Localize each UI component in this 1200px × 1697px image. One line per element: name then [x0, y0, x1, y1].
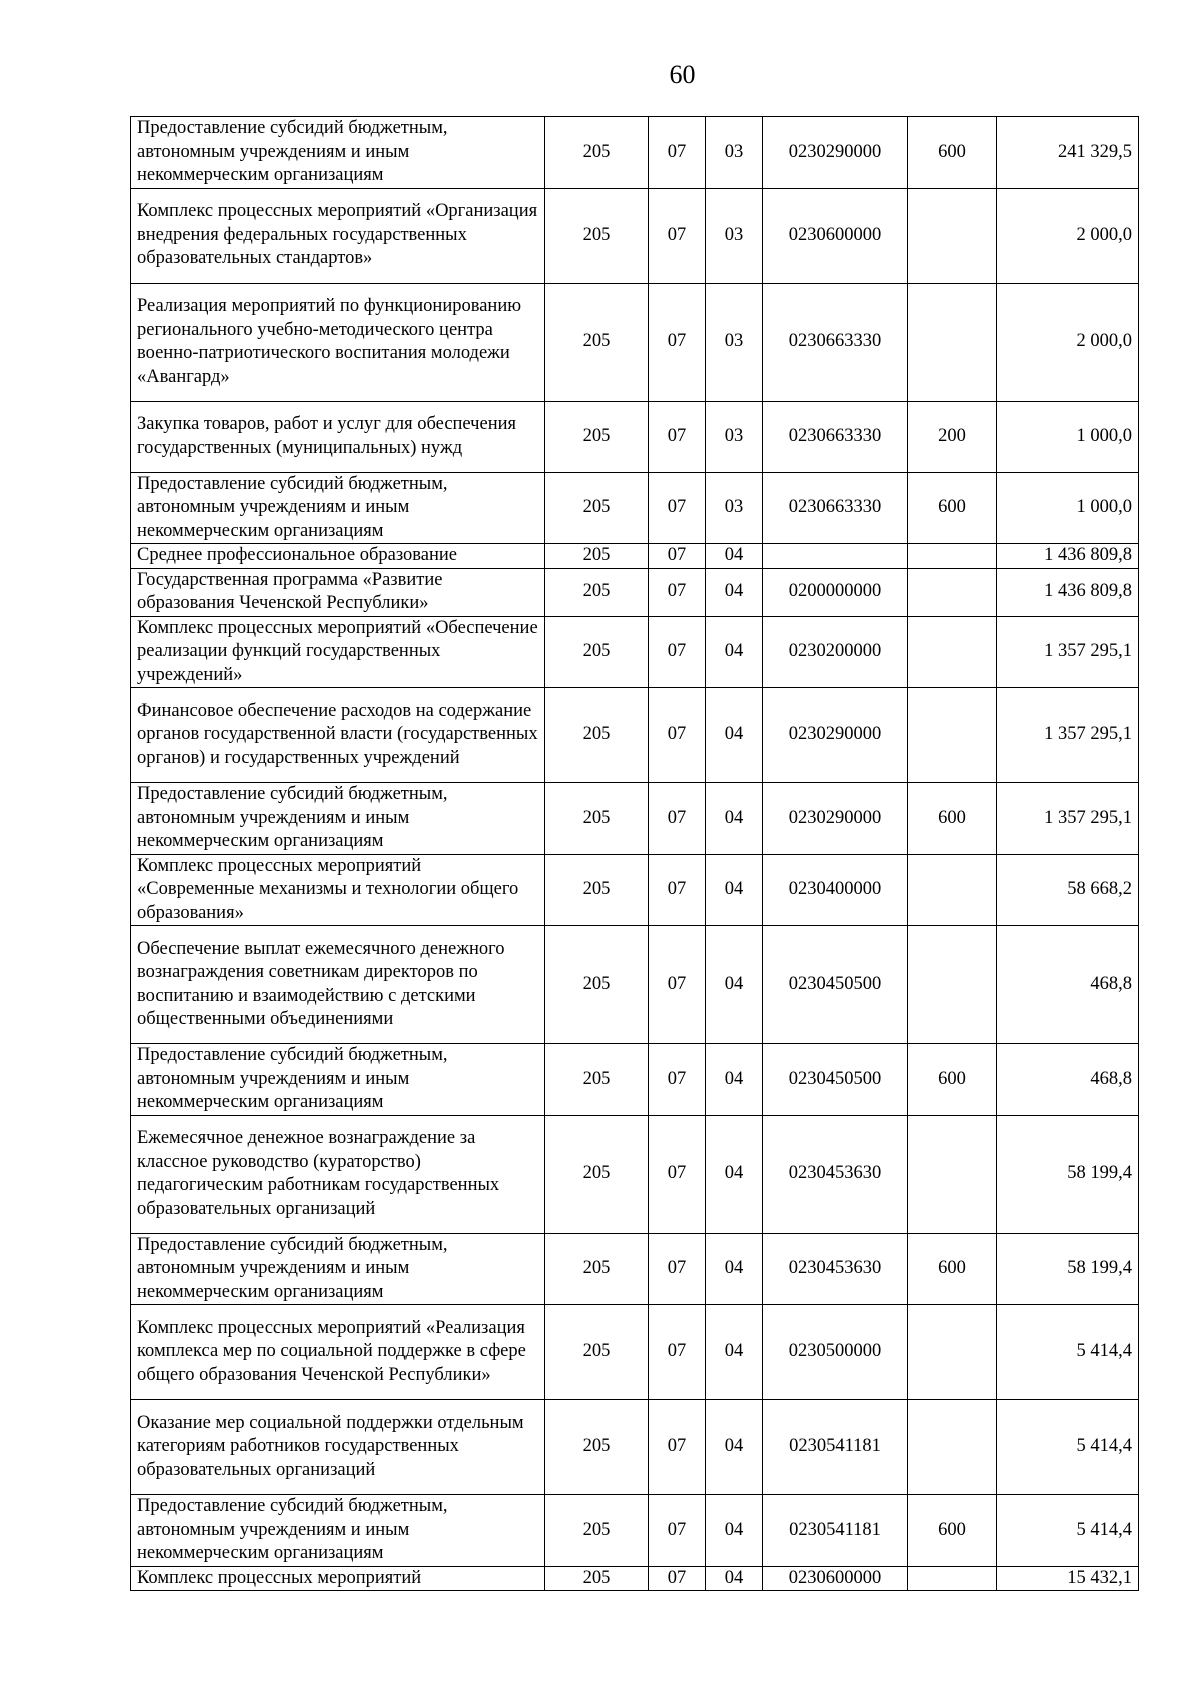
subsection-code: 04: [706, 854, 763, 926]
table-row: [131, 1233, 1139, 1305]
subsection-code: 04: [706, 1305, 763, 1400]
table-row: [131, 616, 1139, 688]
row-name: Ежемесячное денежное вознаграждение за классное руководство (кураторство) педагогическим работникам государственных образовательных организаций: [131, 1115, 545, 1233]
target-article-code: 0230290000: [763, 688, 908, 783]
section-code: 07: [649, 283, 706, 401]
table-row: [131, 188, 1139, 283]
table-row: [131, 1400, 1139, 1495]
expense-type-code: 600: [908, 1044, 997, 1116]
amount: 2 000,0: [997, 188, 1139, 283]
section-code: 07: [649, 616, 706, 688]
ministry-code: 205: [545, 1566, 649, 1591]
amount: 2 000,0: [997, 283, 1139, 401]
expense-type-code: 600: [908, 783, 997, 855]
section-code: 07: [649, 688, 706, 783]
amount: 5 414,4: [997, 1495, 1139, 1567]
ministry-code: 205: [545, 568, 649, 616]
expense-type-code: [908, 1566, 997, 1591]
row-name: Реализация мероприятий по функционированию регионального учебно-методического центра военно-патриотического воспитания молодежи «Авангард»: [131, 283, 545, 401]
expense-type-code: [908, 926, 997, 1044]
table-row: [131, 1305, 1139, 1400]
row-name: Предоставление субсидий бюджетным, автономным учреждениям и иным некоммерческим организациям: [131, 117, 545, 189]
table-row: [131, 1115, 1139, 1233]
subsection-code: 03: [706, 401, 763, 472]
ministry-code: 205: [545, 926, 649, 1044]
table-row: [131, 401, 1139, 472]
ministry-code: 205: [545, 1495, 649, 1567]
expense-type-code: [908, 1115, 997, 1233]
table-row: [131, 283, 1139, 401]
target-article-code: 0230600000: [763, 1566, 908, 1591]
target-article-code: 0230663330: [763, 472, 908, 544]
expense-type-code: [908, 1305, 997, 1400]
row-name: Предоставление субсидий бюджетным, автономным учреждениям и иным некоммерческим организациям: [131, 1233, 545, 1305]
subsection-code: 04: [706, 1115, 763, 1233]
target-article-code: 0230663330: [763, 401, 908, 472]
expense-type-code: [908, 688, 997, 783]
table-row: [131, 1044, 1139, 1116]
section-code: 07: [649, 1400, 706, 1495]
target-article-code: 0230450500: [763, 926, 908, 1044]
table-row: [131, 568, 1139, 616]
expense-type-code: [908, 544, 997, 569]
expense-type-code: [908, 1400, 997, 1495]
ministry-code: 205: [545, 1115, 649, 1233]
row-name: Предоставление субсидий бюджетным, автономным учреждениям и иным некоммерческим организациям: [131, 1495, 545, 1567]
subsection-code: 04: [706, 1044, 763, 1116]
row-name: Предоставление субсидий бюджетным, автономным учреждениям и иным некоммерческим организациям: [131, 783, 545, 855]
amount: 1 436 809,8: [997, 568, 1139, 616]
amount: 1 000,0: [997, 401, 1139, 472]
expense-type-code: [908, 854, 997, 926]
subsection-code: 04: [706, 1495, 763, 1567]
table-row: [131, 688, 1139, 783]
section-code: 07: [649, 401, 706, 472]
target-article-code: 0230400000: [763, 854, 908, 926]
subsection-code: 04: [706, 783, 763, 855]
ministry-code: 205: [545, 1305, 649, 1400]
section-code: 07: [649, 1044, 706, 1116]
budget-table: [130, 116, 1139, 1591]
expense-type-code: 600: [908, 117, 997, 189]
section-code: 07: [649, 568, 706, 616]
expense-type-code: 600: [908, 472, 997, 544]
row-name: Комплекс процессных мероприятий «Обеспечение реализации функций государственных учреждений»: [131, 616, 545, 688]
ministry-code: 205: [545, 283, 649, 401]
ministry-code: 205: [545, 544, 649, 569]
amount: 5 414,4: [997, 1400, 1139, 1495]
page-number: 60: [669, 60, 696, 89]
budget-table-body: [131, 117, 1139, 1591]
amount: 15 432,1: [997, 1566, 1139, 1591]
row-name: Обеспечение выплат ежемесячного денежного вознаграждения советникам директоров по воспитанию и взаимодействию с детскими общественными объединениями: [131, 926, 545, 1044]
subsection-code: 03: [706, 283, 763, 401]
table-row: [131, 544, 1139, 569]
table-row: [131, 117, 1139, 189]
ministry-code: 205: [545, 401, 649, 472]
table-row: [131, 783, 1139, 855]
ministry-code: 205: [545, 854, 649, 926]
table-row: [131, 472, 1139, 544]
amount: 468,8: [997, 1044, 1139, 1116]
amount: 58 199,4: [997, 1233, 1139, 1305]
section-code: 07: [649, 1305, 706, 1400]
expense-type-code: [908, 568, 997, 616]
amount: 1 000,0: [997, 472, 1139, 544]
row-name: Комплекс процессных мероприятий «Организация внедрения федеральных государственных образовательных стандартов»: [131, 188, 545, 283]
target-article-code: 0230453630: [763, 1233, 908, 1305]
target-article-code: 0230290000: [763, 783, 908, 855]
section-code: 07: [649, 926, 706, 1044]
ministry-code: 205: [545, 188, 649, 283]
ministry-code: 205: [545, 616, 649, 688]
target-article-code: 0230663330: [763, 283, 908, 401]
section-code: 07: [649, 1495, 706, 1567]
target-article-code: 0230450500: [763, 1044, 908, 1116]
row-name: Предоставление субсидий бюджетным, автономным учреждениям и иным некоммерческим организациям: [131, 1044, 545, 1116]
amount: 5 414,4: [997, 1305, 1139, 1400]
row-name: Финансовое обеспечение расходов на содержание органов государственной власти (государственных органов) и государственных учреждений: [131, 688, 545, 783]
target-article-code: 0230290000: [763, 117, 908, 189]
ministry-code: 205: [545, 688, 649, 783]
section-code: 07: [649, 783, 706, 855]
section-code: 07: [649, 117, 706, 189]
amount: 1 357 295,1: [997, 688, 1139, 783]
target-article-code: 0230500000: [763, 1305, 908, 1400]
amount: 1 436 809,8: [997, 544, 1139, 569]
amount: 58 199,4: [997, 1115, 1139, 1233]
ministry-code: 205: [545, 1400, 649, 1495]
row-name: Комплекс процессных мероприятий «Современные механизмы и технологии общего образования»: [131, 854, 545, 926]
section-code: 07: [649, 1233, 706, 1305]
amount: 1 357 295,1: [997, 783, 1139, 855]
subsection-code: 03: [706, 117, 763, 189]
target-article-code: 0230453630: [763, 1115, 908, 1233]
section-code: 07: [649, 472, 706, 544]
target-article-code: [763, 544, 908, 569]
subsection-code: 04: [706, 1233, 763, 1305]
amount: 468,8: [997, 926, 1139, 1044]
subsection-code: 04: [706, 616, 763, 688]
expense-type-code: 600: [908, 1495, 997, 1567]
section-code: 07: [649, 1115, 706, 1233]
amount: 58 668,2: [997, 854, 1139, 926]
row-name: Комплекс процессных мероприятий: [131, 1566, 545, 1591]
subsection-code: 03: [706, 188, 763, 283]
section-code: 07: [649, 544, 706, 569]
target-article-code: 0200000000: [763, 568, 908, 616]
ministry-code: 205: [545, 472, 649, 544]
subsection-code: 04: [706, 926, 763, 1044]
subsection-code: 04: [706, 688, 763, 783]
section-code: 07: [649, 188, 706, 283]
subsection-code: 04: [706, 544, 763, 569]
target-article-code: 0230541181: [763, 1400, 908, 1495]
ministry-code: 205: [545, 117, 649, 189]
table-row: [131, 1495, 1139, 1567]
table-row: [131, 854, 1139, 926]
row-name: Предоставление субсидий бюджетным, автономным учреждениям и иным некоммерческим организациям: [131, 472, 545, 544]
row-name: Государственная программа «Развитие образования Чеченской Республики»: [131, 568, 545, 616]
expense-type-code: [908, 188, 997, 283]
table-row: [131, 1566, 1139, 1591]
row-name: Закупка товаров, работ и услуг для обеспечения государственных (муниципальных) нужд: [131, 401, 545, 472]
target-article-code: 0230600000: [763, 188, 908, 283]
row-name: Оказание мер социальной поддержки отдельным категориям работников государственных образовательных организаций: [131, 1400, 545, 1495]
ministry-code: 205: [545, 1233, 649, 1305]
table-row: [131, 926, 1139, 1044]
ministry-code: 205: [545, 1044, 649, 1116]
target-article-code: 0230541181: [763, 1495, 908, 1567]
expense-type-code: 200: [908, 401, 997, 472]
subsection-code: 04: [706, 1400, 763, 1495]
target-article-code: 0230200000: [763, 616, 908, 688]
row-name: Комплекс процессных мероприятий «Реализация комплекса мер по социальной поддержке в сфере общего образования Чеченской Республики»: [131, 1305, 545, 1400]
expense-type-code: [908, 283, 997, 401]
section-code: 07: [649, 854, 706, 926]
ministry-code: 205: [545, 783, 649, 855]
subsection-code: 04: [706, 1566, 763, 1591]
amount: 241 329,5: [997, 117, 1139, 189]
subsection-code: 04: [706, 568, 763, 616]
subsection-code: 03: [706, 472, 763, 544]
row-name: Среднее профессиональное образование: [131, 544, 545, 569]
expense-type-code: [908, 616, 997, 688]
expense-type-code: 600: [908, 1233, 997, 1305]
amount: 1 357 295,1: [997, 616, 1139, 688]
section-code: 07: [649, 1566, 706, 1591]
